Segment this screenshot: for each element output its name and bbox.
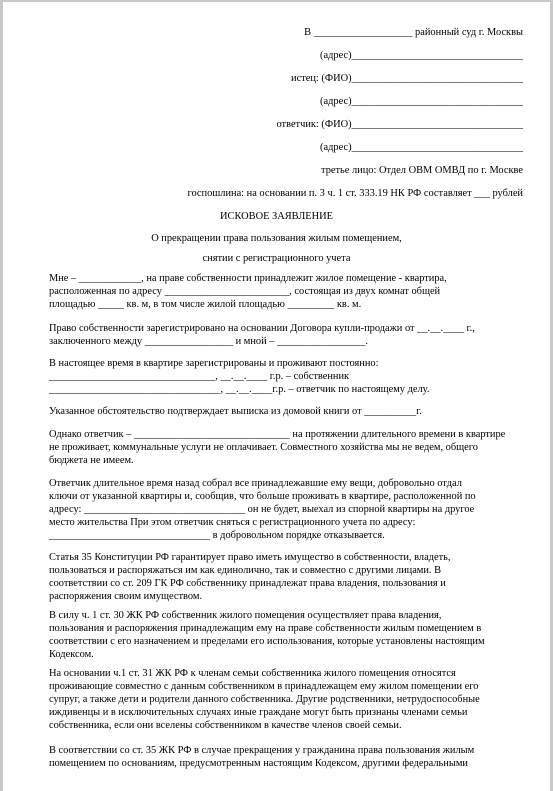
- paragraph-line: Однако ответчик – ______________________________ на протяжении длительного времени в квартире: [49, 429, 506, 440]
- paragraph-line: распоряжения своим имуществом.: [49, 591, 203, 602]
- paragraph-line: иждивенцы и в исключительных случаях иные граждане могут быть признаны членами семьи: [49, 707, 468, 718]
- paragraph-line: не проживает, коммунальные услуги не оплачивает. Совместного хозяйства мы не ведем, общего: [49, 442, 478, 453]
- paragraph-line: _______________________________ в добровольном порядке отказывается.: [49, 530, 385, 541]
- court-address-line: (адрес)_________________________________: [320, 50, 523, 61]
- document-title: ИСКОВОЕ ЗАЯВЛЕНИЕ: [220, 211, 333, 222]
- paragraph-line: адресу: _______________________________ он не будет, выехал из спорной квартиры на другое: [49, 504, 475, 515]
- plaintiff-line: истец: (ФИО)_________________________________: [291, 73, 523, 84]
- paragraph-line: В соответствии со ст. 35 ЖК РФ в случае прекращения у гражданина права пользования жилым: [49, 745, 475, 756]
- paragraph-line: бюджета не имеем.: [49, 455, 134, 466]
- paragraph-line: проживающие совместно с данным собственником в принадлежащем ему жилом помещении его: [49, 681, 479, 692]
- court-line: В ___________________ районный суд г. Москвы: [304, 27, 523, 38]
- paragraph-line: заключенного между _________________ и мной – _________________.: [49, 336, 368, 347]
- paragraph-line: место жительства При этом ответчик сняться с регистрационного учета по адресу:: [49, 517, 416, 528]
- third-party-line: третье лицо: Отдел ОВМ ОМВД по г. Москве: [321, 165, 523, 176]
- paragraph-line: пользования и распоряжения принадлежащим ему на праве собственности жилым помещением в: [49, 623, 482, 634]
- paragraph-line: В силу ч. 1 ст. 30 ЖК РФ собственник жилого помещения осуществляет права владения,: [49, 610, 442, 621]
- paragraph-line: В настоящее время в квартире зарегистрированы и проживают постоянно:: [49, 358, 379, 369]
- paragraph-line: Мне – ____________, на праве собственности принадлежит жилое помещение - квартира,: [49, 273, 447, 284]
- paragraph-line: пользоваться и распоряжаться им как единолично, так и совместно с другими лицами. В: [49, 565, 442, 576]
- document-subtitle-2: снятии с регистрационного учета: [202, 253, 351, 264]
- paragraph-line: Право собственности зарегистрировано на основании Договора купли-продажи от __.__.____ г.,: [49, 323, 475, 334]
- paragraph-line: площадью _____ кв. м, в том числе жилой площадью _________ кв. м.: [49, 299, 362, 310]
- paragraph-line: расположенная по адресу ________________________, состоящая из двух комнат общей: [49, 286, 441, 297]
- plaintiff-address-line: (адрес)_________________________________: [320, 96, 523, 107]
- paragraph-line: Ответчик длительное время назад собрал все принадлежавшие ему вещи, добровольно отдал: [49, 478, 462, 489]
- paragraph-line: соответствии с его назначением и пределами его использования, которые установлены настоящим: [49, 636, 485, 647]
- defendant-line: ответчик: (ФИО)_________________________________: [276, 119, 523, 130]
- paragraph-line: На основании ч.1 ст. 31 ЖК РФ к членам семьи собственника жилого помещения относятся: [49, 668, 456, 679]
- paragraph-line: собственника, если они вселены собственником в качестве членов своей семьи.: [49, 720, 402, 731]
- paragraph-line: Кодексом.: [49, 649, 94, 660]
- paragraph-line: супруг, а также дети и родители данного собственника. Другие родственники, нетрудоспособные: [49, 694, 480, 705]
- paragraph-line: _________________________________, __.__.____г.р. – ответчик по настоящему делу.: [49, 384, 430, 395]
- paragraph-line: Статья 35 Конституции РФ гарантирует право иметь имущество в собственности, владеть,: [49, 552, 451, 563]
- state-fee-line: госпошлина: на основании п. 3 ч. 1 ст. 333.19 НК РФ составляет ___ рублей: [187, 188, 523, 199]
- paragraph-line: помещением по основаниям, предусмотренным настоящим Кодексом, другими федеральными: [49, 758, 468, 769]
- document-subtitle: О прекращении права пользования жилым помещением,: [151, 233, 402, 244]
- paragraph-line: ключи от указанной квартиры и, сообщив, что больше проживать в квартире, расположенной по: [49, 491, 476, 502]
- defendant-address-line: (адрес)_________________________________: [320, 142, 523, 153]
- paragraph-line: ________________________________, __.__.____ г.р. – собственник: [49, 371, 350, 382]
- paragraph-line: соответствии со ст. 209 ГК РФ собственнику принадлежат права владения, пользования и: [49, 578, 446, 589]
- paragraph-line: Указанное обстоятельство подтверждает выписка из домовой книги от __________г.: [49, 406, 422, 417]
